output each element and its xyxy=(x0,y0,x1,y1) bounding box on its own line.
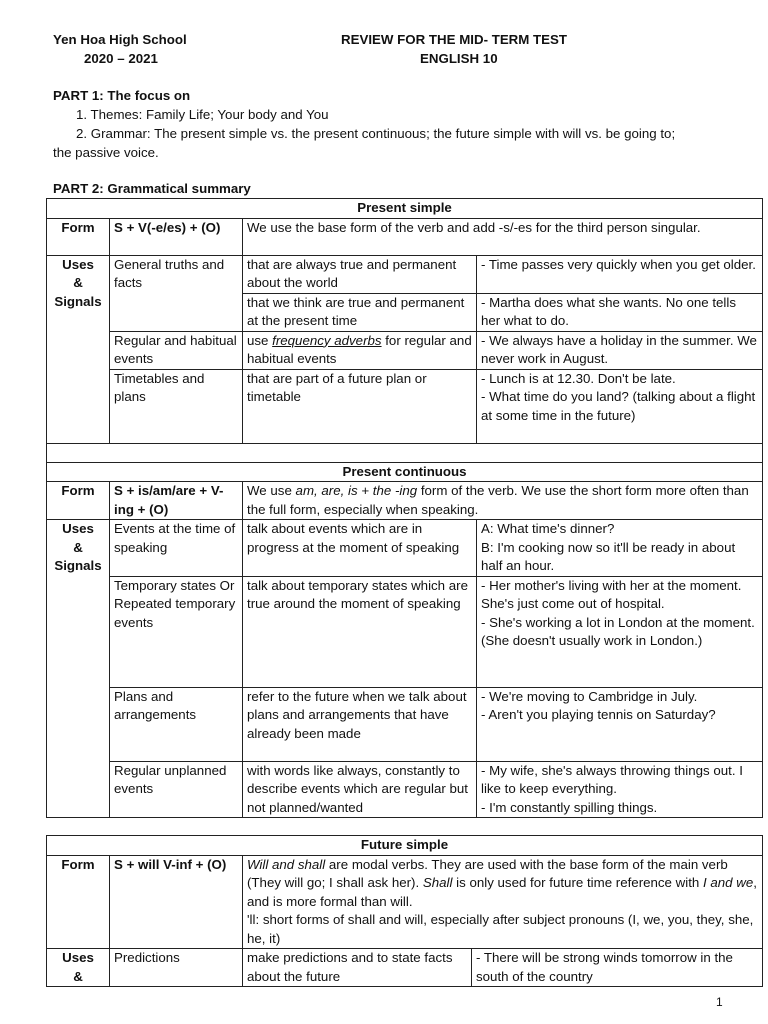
use-desc: that we think are true and permanent at the present time xyxy=(243,293,477,331)
present-continuous-formula: S + is/am/are + V-ing + (O) xyxy=(110,482,243,520)
use-desc: talk about temporary states which are true around the moment of speaking xyxy=(243,576,477,687)
uses-signals-label: Uses & Signals xyxy=(47,255,110,443)
uses-signals-label: Uses & xyxy=(47,949,110,987)
use-example: A: What time's dinner? B: I'm cooking now so it'll be ready in about half an hour. xyxy=(477,520,763,577)
use-plans-arrangements: Plans and arrangements xyxy=(110,687,243,761)
use-regular-unplanned: Regular unplanned events xyxy=(110,761,243,818)
table-spacer xyxy=(47,443,763,462)
use-desc: refer to the future when we talk about plans and arrangements that have already been made xyxy=(243,687,477,761)
form-label: Form xyxy=(47,855,110,949)
use-example: - Time passes very quickly when you get older. xyxy=(477,255,763,293)
school-name: Yen Hoa High School xyxy=(53,32,187,47)
uses-signals-label: Uses & Signals xyxy=(47,520,110,818)
use-example: - Her mother's living with her at the moment. She's just come out of hospital. - She's working a lot in London at the moment. (She doesn't usually work in London.) xyxy=(477,576,763,687)
future-simple-title: Future simple xyxy=(47,836,763,856)
present-simple-formula: S + V(-e/es) + (O) xyxy=(110,218,243,255)
use-example: - Martha does what she wants. No one tells her what to do. xyxy=(477,293,763,331)
use-timetables: Timetables and plans xyxy=(110,369,243,443)
use-desc: make predictions and to state facts about the future xyxy=(243,949,472,987)
present-simple-title: Present simple xyxy=(47,199,763,219)
page-number: 1 xyxy=(716,995,723,1009)
use-desc: with words like always, constantly to describe events which are regular but not planned/wanted xyxy=(243,761,477,818)
use-desc: use frequency adverbs for regular and habitual events xyxy=(243,331,477,369)
present-continuous-title: Present continuous xyxy=(47,462,763,482)
use-example: - We're moving to Cambridge in July. - Aren't you playing tennis on Saturday? xyxy=(477,687,763,761)
use-desc: that are part of a future plan or timetable xyxy=(243,369,477,443)
use-example: - We always have a holiday in the summer. We never work in August. xyxy=(477,331,763,369)
part1-item2-cont: the passive voice. xyxy=(53,145,159,160)
use-predictions: Predictions xyxy=(110,949,243,987)
use-desc: talk about events which are in progress at the moment of speaking xyxy=(243,520,477,577)
use-events-speaking: Events at the time of speaking xyxy=(110,520,243,577)
future-simple-form-desc: Will and shall are modal verbs. They are used with the base form of the main verb (They will go; I shall ask her). Shall is only used for future time reference with I and we, and is more formal than will. 'll: short forms of shall and will, especially after subject pronouns (I, we, you, they, she, he, it) xyxy=(243,855,763,949)
part2-heading: PART 2: Grammatical summary xyxy=(53,181,251,196)
grammar-table-present xyxy=(46,198,763,818)
part1-item2: 2. Grammar: The present simple vs. the present continuous; the future simple with will vs. be going to; xyxy=(76,126,676,141)
form-label: Form xyxy=(47,482,110,520)
part1-heading: PART 1: The focus on xyxy=(53,88,191,103)
use-example: - My wife, she's always throwing things out. I like to keep everything. - I'm constantly spilling things. xyxy=(477,761,763,818)
present-simple-form-desc: We use the base form of the verb and add -s/-es for the third person singular. xyxy=(243,218,763,255)
use-general-truths: General truths and facts xyxy=(110,255,243,331)
future-simple-formula: S + will V-inf + (O) xyxy=(110,855,243,949)
use-example: - There will be strong winds tomorrow in the south of the country xyxy=(472,949,763,987)
grammar-table-future xyxy=(46,835,763,987)
present-continuous-form-desc: We use am, are, is + the -ing form of the verb. We use the short form more often than the full form, especially when speaking. xyxy=(243,482,763,520)
school-year: 2020 – 2021 xyxy=(84,51,158,66)
use-example: - Lunch is at 12.30. Don't be late. - What time do you land? (talking about a flight at some time in the future) xyxy=(477,369,763,443)
subject: ENGLISH 10 xyxy=(420,51,498,66)
use-temporary-states: Temporary states Or Repeated temporary events xyxy=(110,576,243,687)
part1-item1: 1. Themes: Family Life; Your body and You xyxy=(76,107,329,122)
use-desc: that are always true and permanent about the world xyxy=(243,255,477,293)
form-label: Form xyxy=(47,218,110,255)
document-title: REVIEW FOR THE MID- TERM TEST xyxy=(341,32,568,47)
use-regular-habitual: Regular and habitual events xyxy=(110,331,243,369)
